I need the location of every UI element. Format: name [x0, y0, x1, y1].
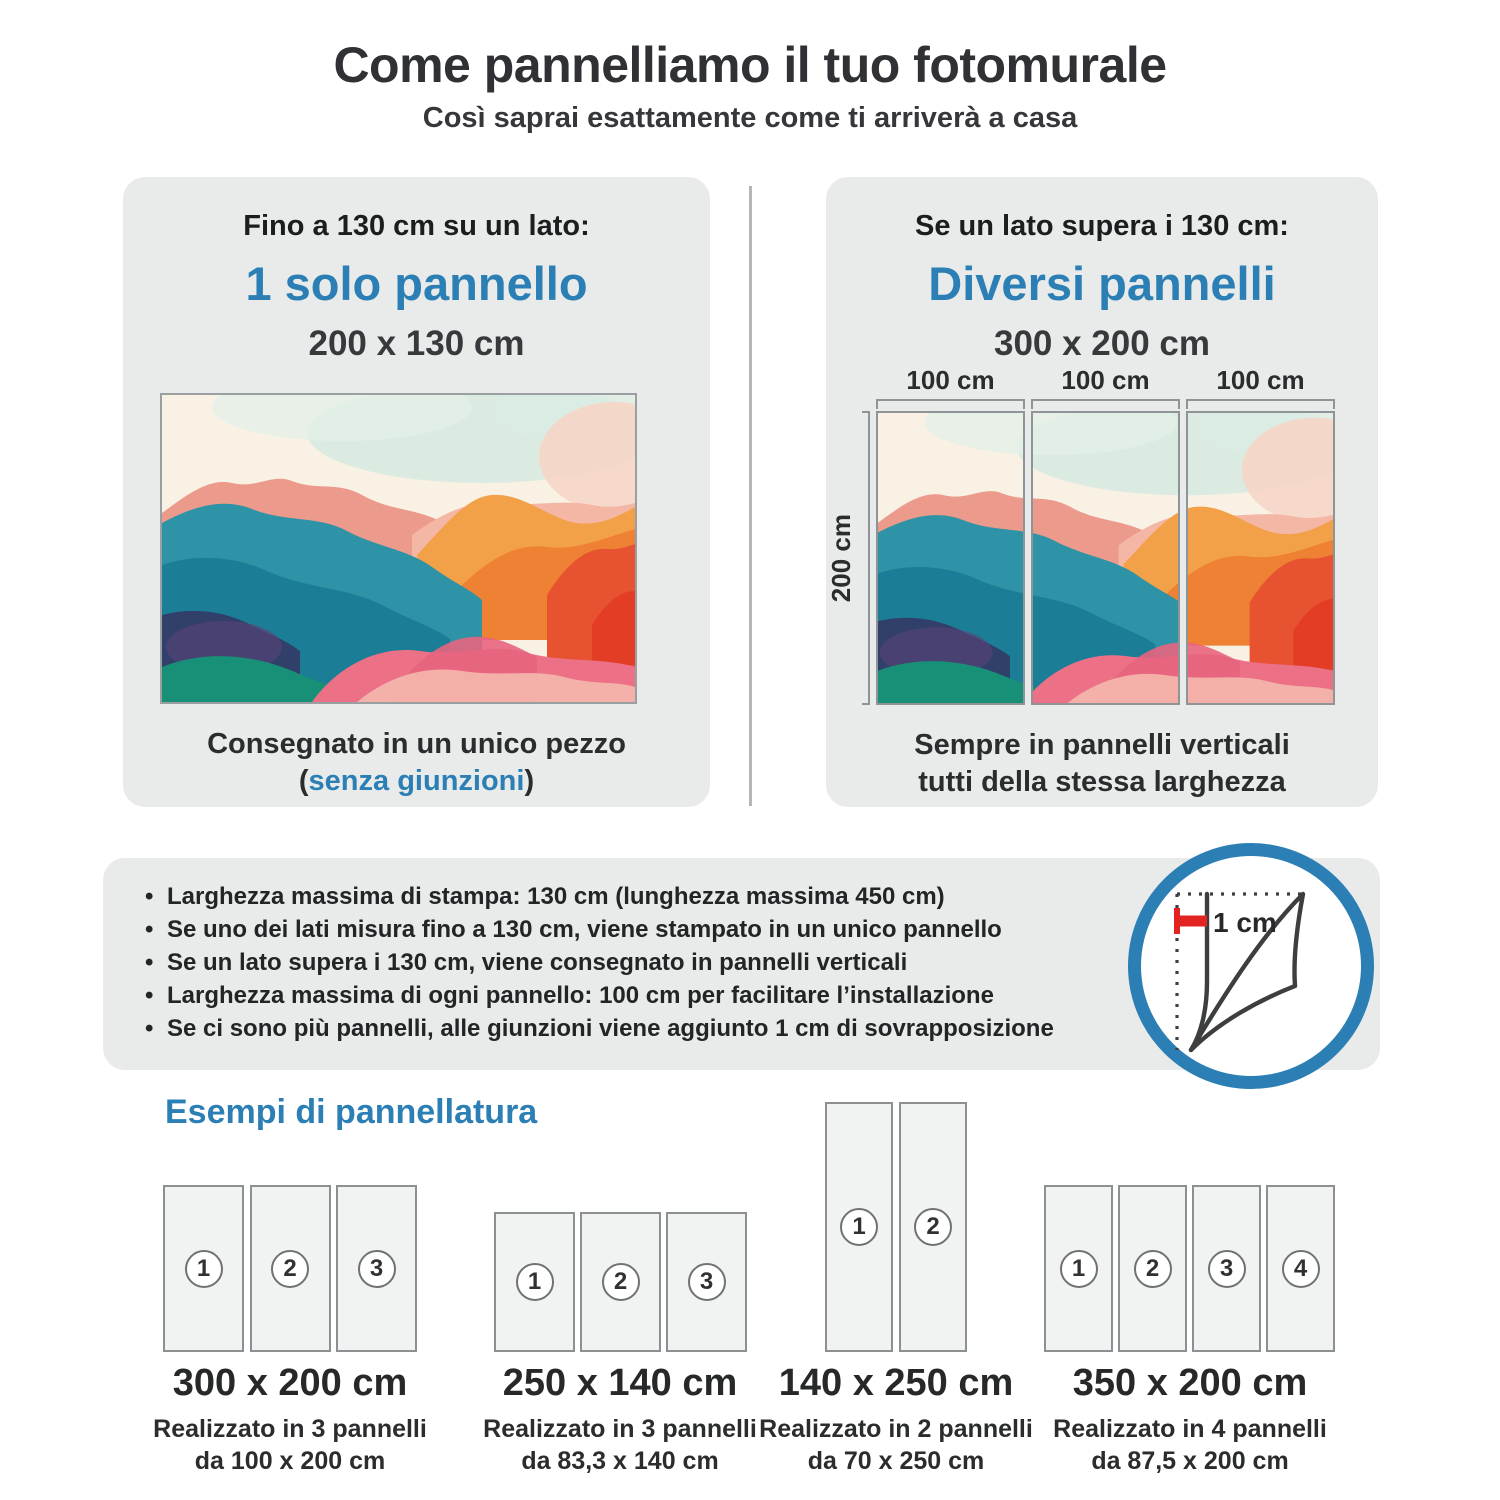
panel-number-badge: 1	[1060, 1250, 1098, 1288]
example-size: 350 x 200 cm	[1072, 1362, 1308, 1404]
info-bullet-list	[143, 880, 1130, 1045]
single-panel-caption	[123, 726, 710, 800]
panel-number-badge: 2	[914, 1208, 952, 1246]
paren-open: (	[298, 765, 309, 797]
overlap-icon	[1128, 843, 1374, 1089]
dimension-bracket-top	[1186, 399, 1335, 409]
mural-panel-1	[876, 411, 1025, 705]
dimension-diagram	[825, 365, 1335, 705]
example-detail: Realizzato in 3 pannelli	[483, 1415, 757, 1443]
panel-number-badge: 3	[1208, 1250, 1246, 1288]
example-size: 140 x 250 cm	[778, 1362, 1014, 1404]
single-panel-card	[123, 177, 710, 807]
example-panel	[825, 1102, 893, 1352]
example-panels-350x200	[1044, 1185, 1335, 1352]
example-caption	[1020, 1362, 1360, 1477]
card-divider	[749, 186, 752, 806]
example-detail: Realizzato in 4 pannelli	[1053, 1415, 1327, 1443]
overlap-icon-label: 1 cm	[1213, 907, 1277, 938]
bullet-item: • Se ci sono più pannelli, alle giunzioni viene aggiunto 1 cm di sovrapposizione	[143, 1012, 1130, 1045]
example-size: 250 x 140 cm	[502, 1362, 738, 1404]
example-caption	[120, 1362, 460, 1477]
panel-number-badge: 3	[358, 1250, 396, 1288]
caption-line: Sempre in pannelli verticali	[914, 729, 1290, 761]
caption-highlight: senza giunzioni	[308, 765, 525, 797]
panel-number-badge: 4	[1282, 1250, 1320, 1288]
example-size: 300 x 200 cm	[172, 1362, 408, 1404]
dimension-bracket-top	[1031, 399, 1180, 409]
mural-artwork	[162, 395, 635, 702]
example-panel	[163, 1185, 244, 1352]
dimension-label-top: 100 cm	[1061, 365, 1150, 395]
page-curl-icon	[1151, 866, 1351, 1066]
caption-line: tutti della stessa larghezza	[918, 766, 1286, 798]
mural-artwork	[876, 411, 1025, 705]
example-panels-140x250	[825, 1102, 967, 1352]
mural-artwork	[1031, 411, 1180, 705]
multi-panel-size: 300 x 200 cm	[993, 324, 1210, 363]
example-panel	[580, 1212, 661, 1352]
single-panel-headline: 1 solo pannello	[245, 257, 588, 310]
caption-line: Consegnato in un unico pezzo	[207, 728, 626, 760]
example-panels-250x140	[494, 1212, 747, 1352]
panel-number-badge: 1	[840, 1208, 878, 1246]
mural-panel-3	[1186, 411, 1335, 705]
bullet-item: • Larghezza massima di ogni pannello: 100 cm per facilitare l’installazione	[143, 979, 1130, 1012]
panel-number-badge: 2	[271, 1250, 309, 1288]
example-detail: da 87,5 x 200 cm	[1091, 1447, 1289, 1475]
panel-number-badge: 2	[602, 1263, 640, 1301]
example-panel	[1266, 1185, 1335, 1352]
panel-number-badge: 2	[1134, 1250, 1172, 1288]
example-panels-300x200	[163, 1185, 417, 1352]
example-caption	[726, 1362, 1066, 1477]
example-detail: Realizzato in 2 pannelli	[759, 1415, 1033, 1443]
bullet-item: • Se uno dei lati misura fino a 130 cm, viene stampato in un unico pannello	[143, 913, 1130, 946]
example-detail: da 100 x 200 cm	[194, 1447, 386, 1475]
dimension-label-top: 100 cm	[906, 365, 995, 395]
panel-number-badge: 1	[516, 1263, 554, 1301]
page-title: Come pannelliamo il tuo fotomurale	[333, 37, 1167, 93]
dimension-bracket-side	[862, 411, 870, 705]
dimension-bracket-top	[876, 399, 1025, 409]
bullet-item: • Se un lato supera i 130 cm, viene consegnato in pannelli verticali	[143, 946, 1130, 979]
example-detail: da 83,3 x 140 cm	[521, 1447, 719, 1475]
example-panel	[899, 1102, 967, 1352]
mural-panel-2	[1031, 411, 1180, 705]
multi-panel-intro: Se un lato supera i 130 cm:	[915, 210, 1289, 242]
example-panel	[1192, 1185, 1261, 1352]
example-panel	[494, 1212, 575, 1352]
dimension-label-side: 200 cm	[825, 513, 856, 603]
mural-image-single	[160, 393, 637, 704]
multi-panel-card	[826, 177, 1378, 807]
dimension-label-top: 100 cm	[1216, 365, 1305, 395]
multi-panel-caption	[826, 727, 1378, 801]
panel-number-badge: 3	[688, 1263, 726, 1301]
paren-close: )	[524, 765, 535, 797]
single-panel-size: 200 x 130 cm	[308, 324, 525, 363]
single-panel-intro: Fino a 130 cm su un lato:	[243, 210, 590, 242]
example-panel	[336, 1185, 417, 1352]
example-detail: da 70 x 250 cm	[807, 1447, 985, 1475]
example-panel	[250, 1185, 331, 1352]
page-subtitle: Così saprai esattamente come ti arriverà a casa	[422, 102, 1078, 134]
examples-heading: Esempi di pannellatura	[165, 1093, 538, 1131]
multi-panel-headline: Diversi pannelli	[928, 257, 1276, 310]
mural-artwork	[1186, 411, 1335, 705]
example-panel	[666, 1212, 747, 1352]
example-detail: Realizzato in 3 pannelli	[153, 1415, 427, 1443]
caption-line	[123, 763, 710, 800]
example-panel	[1118, 1185, 1187, 1352]
panel-number-badge: 1	[185, 1250, 223, 1288]
example-panel	[1044, 1185, 1113, 1352]
bullet-item: • Larghezza massima di stampa: 130 cm (lunghezza massima 450 cm)	[143, 880, 1130, 913]
